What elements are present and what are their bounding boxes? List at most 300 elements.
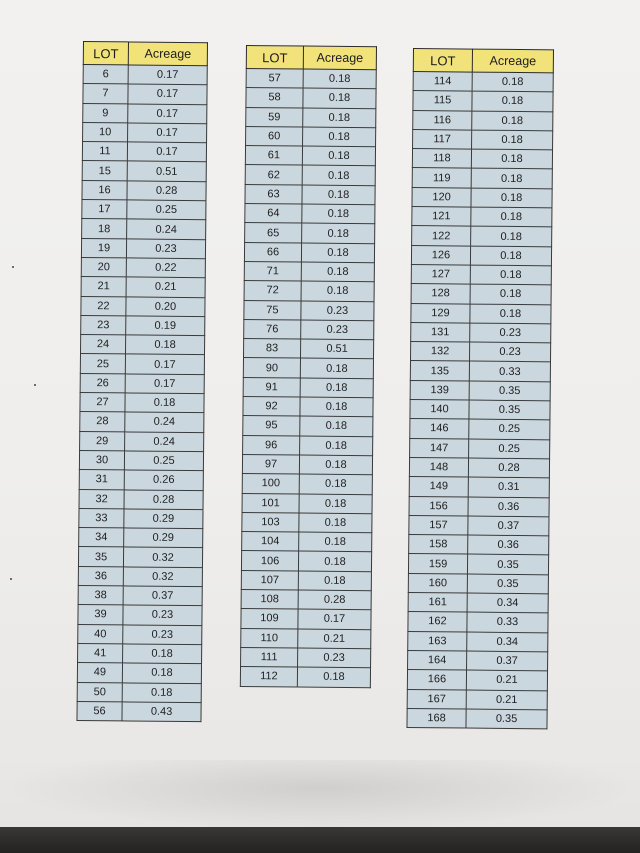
lot-number-cell: 62 bbox=[245, 165, 302, 185]
lot-number-cell: 108 bbox=[241, 589, 298, 609]
lot-acreage-table-3 bbox=[406, 48, 554, 729]
lot-number-cell: 101 bbox=[242, 493, 299, 513]
lot-number-cell: 127 bbox=[411, 264, 470, 284]
table-row bbox=[80, 431, 204, 451]
acreage-cell: 0.17 bbox=[128, 104, 207, 124]
lot-number-cell: 126 bbox=[411, 245, 470, 265]
acreage-cell: 0.23 bbox=[123, 605, 202, 625]
lot-number-cell: 20 bbox=[81, 257, 126, 277]
acreage-cell: 0.17 bbox=[128, 84, 207, 104]
lot-number-cell: 117 bbox=[413, 129, 472, 149]
table-row bbox=[409, 515, 549, 536]
acreage-cell: 0.23 bbox=[469, 342, 550, 362]
acreage-cell: 0.34 bbox=[467, 632, 548, 652]
lot-number-cell: 21 bbox=[81, 277, 126, 297]
table-row bbox=[243, 358, 373, 379]
lot-number-cell: 57 bbox=[246, 69, 303, 89]
table-row bbox=[79, 489, 203, 509]
table-row bbox=[242, 454, 372, 475]
table-row bbox=[410, 438, 550, 459]
table-row bbox=[80, 393, 204, 413]
table-row bbox=[242, 493, 372, 514]
table-header-row bbox=[246, 46, 376, 70]
acreage-cell: 0.18 bbox=[470, 246, 551, 266]
acreage-cell: 0.26 bbox=[124, 470, 203, 490]
lot-number-cell: 167 bbox=[407, 689, 466, 709]
table-row bbox=[79, 528, 203, 548]
acreage-cell: 0.18 bbox=[297, 667, 370, 687]
table-row bbox=[81, 277, 205, 297]
table-row bbox=[81, 238, 205, 258]
lot-number-cell: 23 bbox=[81, 315, 126, 335]
acreage-cell: 0.18 bbox=[303, 127, 376, 147]
table-row bbox=[410, 380, 550, 401]
lot-column-header: LOT bbox=[413, 49, 472, 73]
table-row bbox=[83, 122, 207, 142]
table-row bbox=[412, 226, 552, 247]
lot-number-cell: 158 bbox=[409, 535, 468, 555]
table-row bbox=[80, 412, 204, 432]
acreage-cell: 0.18 bbox=[303, 88, 376, 108]
table-body bbox=[240, 69, 376, 688]
acreage-cell: 0.18 bbox=[301, 262, 374, 282]
table-row bbox=[412, 187, 552, 208]
lot-number-cell: 9 bbox=[83, 103, 128, 123]
table-row bbox=[243, 339, 373, 360]
table-row bbox=[242, 532, 372, 553]
acreage-cell: 0.18 bbox=[472, 130, 553, 150]
acreage-cell: 0.23 bbox=[301, 301, 374, 321]
lot-acreage-table-2 bbox=[240, 45, 377, 688]
lot-number-cell: 35 bbox=[78, 547, 123, 567]
lot-number-cell: 128 bbox=[411, 284, 470, 304]
acreage-cell: 0.35 bbox=[469, 400, 550, 420]
acreage-cell: 0.18 bbox=[298, 551, 371, 571]
lot-number-cell: 83 bbox=[243, 339, 300, 359]
table-row bbox=[79, 508, 203, 528]
table-row bbox=[242, 512, 372, 533]
acreage-cell: 0.37 bbox=[467, 651, 548, 671]
acreage-cell: 0.25 bbox=[124, 451, 203, 471]
acreage-cell: 0.18 bbox=[471, 169, 552, 189]
paper-shadow bbox=[0, 760, 640, 830]
table-row bbox=[241, 609, 371, 630]
lot-number-cell: 32 bbox=[79, 489, 124, 509]
table-row bbox=[411, 303, 551, 324]
table-row bbox=[245, 223, 375, 244]
table-row bbox=[241, 551, 371, 572]
table-row bbox=[408, 554, 548, 575]
lot-number-cell: 75 bbox=[244, 300, 301, 320]
lot-number-cell: 157 bbox=[409, 515, 468, 535]
acreage-cell: 0.23 bbox=[470, 323, 551, 343]
lot-number-cell: 120 bbox=[412, 187, 471, 207]
lot-number-cell: 41 bbox=[78, 643, 123, 663]
acreage-cell: 0.18 bbox=[470, 304, 551, 324]
lot-number-cell: 63 bbox=[245, 184, 302, 204]
acreage-cell: 0.32 bbox=[123, 547, 202, 567]
acreage-cell: 0.18 bbox=[299, 532, 372, 552]
lot-number-cell: 118 bbox=[412, 149, 471, 169]
lot-number-cell: 131 bbox=[411, 322, 470, 342]
acreage-cell: 0.36 bbox=[468, 497, 549, 517]
table-row bbox=[246, 88, 376, 109]
lot-number-cell: 30 bbox=[79, 450, 124, 470]
lot-number-cell: 148 bbox=[409, 457, 468, 477]
acreage-cell: 0.18 bbox=[299, 513, 372, 533]
lot-number-cell: 119 bbox=[412, 168, 471, 188]
table-row bbox=[245, 184, 375, 205]
lot-number-cell: 58 bbox=[246, 88, 303, 108]
lot-number-cell: 140 bbox=[410, 400, 469, 420]
acreage-cell: 0.25 bbox=[127, 200, 206, 220]
lot-number-cell: 72 bbox=[244, 281, 301, 301]
table-row bbox=[241, 647, 371, 668]
table-row bbox=[81, 315, 205, 335]
lot-number-cell: 39 bbox=[78, 605, 123, 625]
acreage-cell: 0.21 bbox=[126, 277, 205, 297]
lot-number-cell: 97 bbox=[242, 454, 299, 474]
acreage-cell: 0.18 bbox=[301, 281, 374, 301]
table-row bbox=[244, 261, 374, 282]
lot-number-cell: 19 bbox=[81, 238, 126, 258]
acreage-cell: 0.25 bbox=[469, 439, 550, 459]
table-row bbox=[413, 72, 553, 93]
lot-number-cell: 95 bbox=[243, 416, 300, 436]
acreage-cell: 0.18 bbox=[470, 284, 551, 304]
acreage-cell: 0.18 bbox=[298, 571, 371, 591]
table-row bbox=[413, 91, 553, 112]
acreage-cell: 0.17 bbox=[298, 609, 371, 629]
table-row bbox=[83, 103, 207, 123]
table-header-row bbox=[413, 49, 553, 73]
acreage-cell: 0.18 bbox=[472, 72, 553, 92]
paper-speck bbox=[34, 384, 36, 386]
lot-number-cell: 27 bbox=[80, 393, 125, 413]
acreage-cell: 0.18 bbox=[471, 188, 552, 208]
acreage-cell: 0.28 bbox=[298, 590, 371, 610]
lot-number-cell: 162 bbox=[408, 612, 467, 632]
table-row bbox=[78, 643, 202, 663]
lot-number-cell: 64 bbox=[245, 204, 302, 224]
table-row bbox=[80, 335, 204, 355]
acreage-cell: 0.18 bbox=[299, 494, 372, 514]
acreage-cell: 0.18 bbox=[302, 204, 375, 224]
lot-number-cell: 7 bbox=[83, 84, 128, 104]
lot-number-cell: 61 bbox=[245, 146, 302, 166]
table-row bbox=[80, 373, 204, 393]
acreage-cell: 0.28 bbox=[127, 181, 206, 201]
paper-speck bbox=[12, 266, 14, 268]
lot-number-cell: 76 bbox=[244, 319, 301, 339]
lot-number-cell: 49 bbox=[77, 663, 122, 683]
lot-number-cell: 106 bbox=[241, 551, 298, 571]
lot-number-cell: 116 bbox=[413, 110, 472, 130]
acreage-cell: 0.17 bbox=[125, 374, 204, 394]
table-row bbox=[407, 708, 547, 729]
acreage-cell: 0.18 bbox=[302, 166, 375, 186]
lot-number-cell: 56 bbox=[77, 701, 122, 721]
acreage-cell: 0.43 bbox=[122, 702, 201, 722]
table-row bbox=[244, 281, 374, 302]
table-row bbox=[245, 204, 375, 225]
lot-column-header: LOT bbox=[83, 42, 128, 65]
table-row bbox=[245, 146, 375, 167]
table-row bbox=[78, 605, 202, 625]
acreage-cell: 0.17 bbox=[128, 65, 207, 85]
table-row bbox=[408, 573, 548, 594]
lot-number-cell: 91 bbox=[243, 377, 300, 397]
acreage-cell: 0.22 bbox=[126, 258, 205, 278]
table-header-row bbox=[83, 42, 207, 66]
lot-number-cell: 168 bbox=[407, 708, 466, 728]
lot-number-cell: 156 bbox=[409, 496, 468, 516]
paper-speck bbox=[10, 578, 12, 580]
lot-number-cell: 28 bbox=[80, 412, 125, 432]
acreage-cell: 0.18 bbox=[123, 644, 202, 664]
table-row bbox=[82, 200, 206, 220]
acreage-cell: 0.29 bbox=[124, 528, 203, 548]
lot-number-cell: 71 bbox=[244, 261, 301, 281]
acreage-cell: 0.18 bbox=[300, 436, 373, 456]
table-row bbox=[81, 296, 205, 316]
acreage-cell: 0.21 bbox=[298, 629, 371, 649]
table-row bbox=[77, 682, 201, 702]
lot-number-cell: 96 bbox=[243, 435, 300, 455]
lot-number-cell: 22 bbox=[81, 296, 126, 316]
acreage-cell: 0.51 bbox=[127, 161, 206, 181]
table-row bbox=[241, 628, 371, 649]
lot-number-cell: 139 bbox=[410, 380, 469, 400]
lot-column-header: LOT bbox=[246, 46, 303, 70]
table-row bbox=[82, 142, 206, 162]
lot-number-cell: 163 bbox=[408, 631, 467, 651]
lot-number-cell: 25 bbox=[80, 354, 125, 374]
acreage-cell: 0.37 bbox=[468, 516, 549, 536]
lot-number-cell: 135 bbox=[410, 361, 469, 381]
table-row bbox=[82, 180, 206, 200]
table-row bbox=[78, 547, 202, 567]
lot-number-cell: 11 bbox=[82, 142, 127, 162]
lot-number-cell: 92 bbox=[243, 397, 300, 417]
lot-number-cell: 111 bbox=[241, 647, 298, 667]
lot-number-cell: 147 bbox=[410, 438, 469, 458]
acreage-cell: 0.28 bbox=[468, 458, 549, 478]
lot-number-cell: 6 bbox=[83, 65, 128, 85]
acreage-cell: 0.51 bbox=[300, 339, 373, 359]
table-row bbox=[411, 245, 551, 266]
lot-number-cell: 18 bbox=[82, 219, 127, 239]
acreage-cell: 0.18 bbox=[302, 146, 375, 166]
table-row bbox=[245, 165, 375, 186]
acreage-cell: 0.29 bbox=[124, 509, 203, 529]
lot-number-cell: 110 bbox=[241, 628, 298, 648]
acreage-cell: 0.21 bbox=[466, 690, 547, 710]
table-row bbox=[413, 110, 553, 131]
acreage-cell: 0.21 bbox=[466, 670, 547, 690]
lot-number-cell: 36 bbox=[78, 566, 123, 586]
table-row bbox=[407, 670, 547, 691]
acreage-cell: 0.18 bbox=[472, 111, 553, 131]
acreage-cell: 0.24 bbox=[127, 219, 206, 239]
lot-number-cell: 122 bbox=[412, 226, 471, 246]
table-row bbox=[243, 416, 373, 437]
lot-number-cell: 114 bbox=[413, 72, 472, 92]
acreage-cell: 0.35 bbox=[467, 574, 548, 594]
table-row bbox=[79, 470, 203, 490]
lot-number-cell: 17 bbox=[82, 200, 127, 220]
lot-number-cell: 166 bbox=[407, 670, 466, 690]
acreage-cell: 0.23 bbox=[123, 625, 202, 645]
acreage-cell: 0.18 bbox=[470, 265, 551, 285]
lot-number-cell: 121 bbox=[412, 207, 471, 227]
acreage-cell: 0.23 bbox=[298, 648, 371, 668]
lot-number-cell: 60 bbox=[246, 126, 303, 146]
lot-number-cell: 107 bbox=[241, 570, 298, 590]
table-row bbox=[412, 149, 552, 170]
acreage-cell: 0.36 bbox=[468, 535, 549, 555]
lot-number-cell: 132 bbox=[410, 342, 469, 362]
table-row bbox=[411, 264, 551, 285]
table-row bbox=[244, 319, 374, 340]
table-row bbox=[243, 435, 373, 456]
table-row bbox=[83, 84, 207, 104]
table-row bbox=[246, 69, 376, 90]
acreage-cell: 0.18 bbox=[300, 416, 373, 436]
table-body bbox=[77, 65, 207, 722]
lot-number-cell: 112 bbox=[240, 667, 297, 687]
acreage-cell: 0.32 bbox=[123, 567, 202, 587]
acreage-cell: 0.35 bbox=[469, 381, 550, 401]
acreage-cell: 0.18 bbox=[472, 91, 553, 111]
acreage-column-header: Acreage bbox=[303, 46, 376, 70]
acreage-cell: 0.17 bbox=[127, 142, 206, 162]
lot-number-cell: 29 bbox=[80, 431, 125, 451]
acreage-cell: 0.17 bbox=[125, 354, 204, 374]
lot-number-cell: 103 bbox=[242, 512, 299, 532]
table-row bbox=[412, 207, 552, 228]
table-row bbox=[244, 300, 374, 321]
lot-number-cell: 34 bbox=[79, 528, 124, 548]
acreage-cell: 0.20 bbox=[126, 296, 205, 316]
acreage-cell: 0.18 bbox=[302, 223, 375, 243]
table-row bbox=[413, 129, 553, 150]
lot-number-cell: 104 bbox=[242, 532, 299, 552]
table-row bbox=[410, 419, 550, 440]
acreage-cell: 0.25 bbox=[469, 419, 550, 439]
table-row bbox=[412, 168, 552, 189]
acreage-cell: 0.18 bbox=[303, 69, 376, 89]
lot-number-cell: 10 bbox=[83, 122, 128, 142]
acreage-cell: 0.19 bbox=[126, 316, 205, 336]
table-row bbox=[78, 585, 202, 605]
lot-number-cell: 109 bbox=[241, 609, 298, 629]
table-row bbox=[82, 219, 206, 239]
lot-number-cell: 33 bbox=[79, 508, 124, 528]
acreage-cell: 0.28 bbox=[124, 489, 203, 509]
acreage-cell: 0.18 bbox=[122, 682, 201, 702]
lot-number-cell: 38 bbox=[78, 585, 123, 605]
lot-number-cell: 31 bbox=[79, 470, 124, 490]
lot-number-cell: 161 bbox=[408, 592, 467, 612]
table-row bbox=[82, 161, 206, 181]
table-row bbox=[240, 667, 370, 688]
acreage-cell: 0.18 bbox=[300, 397, 373, 417]
table-row bbox=[77, 701, 201, 721]
acreage-cell: 0.35 bbox=[466, 709, 547, 729]
acreage-cell: 0.18 bbox=[300, 378, 373, 398]
table-row bbox=[246, 107, 376, 128]
lot-acreage-table-1 bbox=[76, 41, 208, 722]
lot-number-cell: 26 bbox=[80, 373, 125, 393]
lot-number-cell: 100 bbox=[242, 474, 299, 494]
acreage-cell: 0.18 bbox=[471, 149, 552, 169]
acreage-cell: 0.18 bbox=[302, 185, 375, 205]
table-row bbox=[408, 650, 548, 671]
lot-number-cell: 66 bbox=[244, 242, 301, 262]
lot-number-cell: 159 bbox=[408, 554, 467, 574]
lot-number-cell: 90 bbox=[243, 358, 300, 378]
lot-number-cell: 164 bbox=[408, 650, 467, 670]
table-row bbox=[408, 612, 548, 633]
table-row bbox=[409, 535, 549, 556]
table-row bbox=[244, 242, 374, 263]
table-row bbox=[243, 377, 373, 398]
table-row bbox=[409, 477, 549, 498]
lot-number-cell: 50 bbox=[77, 682, 122, 702]
acreage-cell: 0.23 bbox=[126, 239, 205, 259]
acreage-cell: 0.37 bbox=[123, 586, 202, 606]
lot-number-cell: 40 bbox=[78, 624, 123, 644]
lot-number-cell: 65 bbox=[245, 223, 302, 243]
table-row bbox=[83, 65, 207, 85]
acreage-cell: 0.31 bbox=[468, 477, 549, 497]
acreage-cell: 0.18 bbox=[125, 393, 204, 413]
table-body bbox=[407, 72, 553, 729]
table-row bbox=[243, 397, 373, 418]
acreage-cell: 0.18 bbox=[122, 663, 201, 683]
acreage-cell: 0.18 bbox=[125, 335, 204, 355]
table-row bbox=[79, 450, 203, 470]
table-row bbox=[241, 589, 371, 610]
acreage-cell: 0.18 bbox=[300, 358, 373, 378]
acreage-cell: 0.24 bbox=[125, 432, 204, 452]
table-row bbox=[80, 354, 204, 374]
lot-number-cell: 115 bbox=[413, 91, 472, 111]
acreage-cell: 0.34 bbox=[467, 593, 548, 613]
lot-number-cell: 160 bbox=[408, 573, 467, 593]
lot-number-cell: 146 bbox=[410, 419, 469, 439]
table-row bbox=[410, 361, 550, 382]
acreage-column-header: Acreage bbox=[128, 42, 207, 66]
table-row bbox=[81, 257, 205, 277]
lot-number-cell: 16 bbox=[82, 180, 127, 200]
table-row bbox=[411, 322, 551, 343]
acreage-cell: 0.17 bbox=[128, 123, 207, 143]
table-row bbox=[410, 342, 550, 363]
acreage-column-header: Acreage bbox=[472, 49, 553, 73]
table-row bbox=[409, 457, 549, 478]
desk-edge bbox=[0, 827, 640, 853]
table-row bbox=[242, 474, 372, 495]
acreage-cell: 0.18 bbox=[303, 108, 376, 128]
lot-number-cell: 15 bbox=[82, 161, 127, 181]
acreage-cell: 0.18 bbox=[471, 226, 552, 246]
acreage-cell: 0.35 bbox=[467, 554, 548, 574]
acreage-cell: 0.33 bbox=[467, 612, 548, 632]
table-row bbox=[409, 496, 549, 517]
table-row bbox=[77, 663, 201, 683]
